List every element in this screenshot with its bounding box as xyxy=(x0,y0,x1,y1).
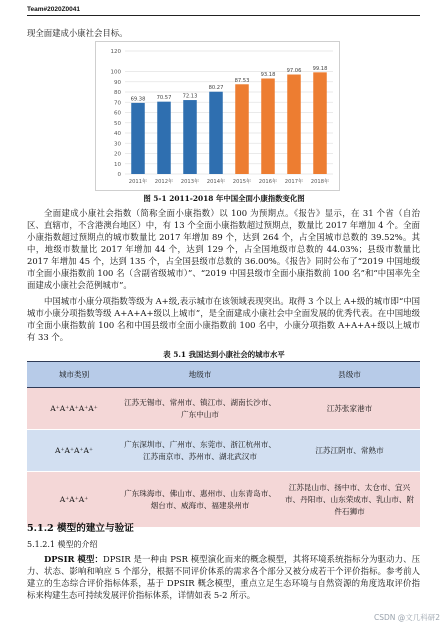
table-row xyxy=(27,388,420,430)
bar-value-label: 97.06 xyxy=(286,68,302,75)
dpsir-text: DPSIR 是一种由 PSR 模型演化而来的概念模型，其将环境系统指标分为驱动力、压力、状态、影响和响应 5 个部分，根据不同评价体系的需求各个部分又被分成若干个评价指标。参考前人建立的生态综合评价指标体系，基于 DPSIR 概念模型，重点立足生态环境与自然资源的角度选取评价指标来构建生态可持续发展评价指标体系，详情如表 5-2 所示。 xyxy=(27,554,420,600)
bar xyxy=(157,102,171,174)
y-tick-label: 10 xyxy=(114,161,121,168)
x-tick-label: 2013年 xyxy=(180,179,200,185)
county-cell: 江苏张家港市 xyxy=(279,388,420,430)
paragraph-1: 全面建成小康社会指数（简称全面小康指数）以 100 为预期点。《报告》显示，在 31 个省（自治区、直辖市，不含港澳台地区）中，有 13 个全面小康指数超过预期点，数量比 2017 年增加 4 个。全面小康指数超过预期点的城市数量比 2017 年增加 89 个，达到 264 个，占全国城市总数的 39.52%。其中，地级市数量比 2017 年增加 44 个，达到 129 个，占全国地级市总数的 44.03%；县级市数量比 2017 年增加 45 个，达到 135 个，占全国县级市总数的 36.00%。《报告》同时公布了“2019 中国地级市全面小康指数前 100 名（含副省级城市）”、“2019 中国县级市全面小康指数前 100 名”和“中国率先全面建成小康社会范例城市”。 xyxy=(27,208,420,290)
header-prefecture: 地级市 xyxy=(121,362,279,388)
bar-value-label: 80.27 xyxy=(208,85,224,92)
bar xyxy=(287,75,301,174)
bar-value-label: 72.13 xyxy=(182,93,198,100)
subsection-heading: 5.1.2.1 模型的介绍 xyxy=(27,540,98,549)
bar-value-label: 70.57 xyxy=(156,95,172,102)
y-tick-label: 70 xyxy=(114,100,121,107)
y-tick-label: 90 xyxy=(114,79,121,86)
header-category: 城市类别 xyxy=(27,362,121,388)
dpsir-paragraph xyxy=(27,553,420,601)
category-cell: A⁺A⁺A⁺ xyxy=(27,472,121,528)
bar-value-label: 93.18 xyxy=(260,71,276,78)
county-cell: 江苏江阴市、常熟市 xyxy=(279,430,420,472)
bar xyxy=(235,84,249,174)
team-id: Team#2020Z0041 xyxy=(27,6,81,13)
header-county: 县级市 xyxy=(279,362,420,388)
y-tick-label: 30 xyxy=(114,141,121,148)
bar-value-label: 99.18 xyxy=(312,65,328,72)
watermark: CSDN @文几科研2 xyxy=(373,613,440,622)
x-tick-label: 2017年 xyxy=(284,179,304,185)
prefecture-cell: 广东珠海市、佛山市、惠州市、山东青岛市、烟台市、威海市、福建泉州市 xyxy=(121,472,279,528)
y-tick-label: 20 xyxy=(114,151,121,158)
y-tick-label: 50 xyxy=(114,120,121,127)
table-header-row xyxy=(27,362,420,388)
x-tick-label: 2018年 xyxy=(310,179,330,185)
bar xyxy=(209,92,223,174)
dpsir-label: DPSIR 模型： xyxy=(44,554,104,564)
bar-value-label: 87.53 xyxy=(234,77,250,84)
table-row xyxy=(27,430,420,472)
city-level-table xyxy=(27,361,420,528)
bar xyxy=(183,100,197,174)
y-tick-label: 40 xyxy=(114,131,121,137)
county-cell: 江苏昆山市、扬中市、太仓市、宜兴市、丹阳市、山东荣成市、乳山市、附件石狮市 xyxy=(279,472,420,528)
bar-value-label: 69.38 xyxy=(130,96,146,103)
figure-caption: 图 5-1 2011-2018 年中国全面小康指数变化图 xyxy=(143,194,305,203)
bar-chart xyxy=(95,41,340,191)
paragraph-2: 中国城市小康分项指数等级为 A+级,表示城市在该领域表现突出。取得 3 个以上 A+级的城市即“中国城市小康分项指数等级 A+A+A+级以上城市”，是全面建成小康社会中全面发展的优秀代表。在中国地级市全面小康指数前 100 名和中国县级市全面小康指数前 100 名中，小康分项指数 A+A+A+级以上城市有 33 个。 xyxy=(27,296,420,342)
bar xyxy=(261,78,275,174)
x-tick-label: 2011年 xyxy=(128,179,148,185)
bar xyxy=(131,103,145,174)
category-cell: A⁺A⁺A⁺A⁺ xyxy=(27,430,121,472)
x-tick-label: 2014年 xyxy=(206,179,226,185)
y-tick-label: 60 xyxy=(114,110,121,117)
prefecture-cell: 江苏无锡市、常州市、镇江市、湖南长沙市、广东中山市 xyxy=(121,388,279,430)
x-tick-label: 2015年 xyxy=(232,179,252,185)
x-tick-label: 2012年 xyxy=(154,179,174,185)
intro-line: 现全面建成小康社会目标。 xyxy=(27,28,128,38)
prefecture-cell: 广东深圳市、广州市、东莞市、浙江杭州市、江苏南京市、苏州市、湖北武汉市 xyxy=(121,430,279,472)
y-tick-label: 100 xyxy=(110,69,121,76)
y-tick-label: 80 xyxy=(114,90,121,96)
section-heading: 5.1.2 模型的建立与验证 xyxy=(27,523,134,534)
y-tick-label: 120 xyxy=(110,49,121,55)
table-caption: 表 5.1 我国达到小康社会的城市水平 xyxy=(163,350,285,359)
bar xyxy=(313,72,327,174)
x-tick-label: 2016年 xyxy=(258,179,278,185)
y-tick-label: 0 xyxy=(117,172,121,178)
header-rule xyxy=(27,15,420,16)
category-cell: A⁺A⁺A⁺A⁺A⁺ xyxy=(27,388,121,430)
